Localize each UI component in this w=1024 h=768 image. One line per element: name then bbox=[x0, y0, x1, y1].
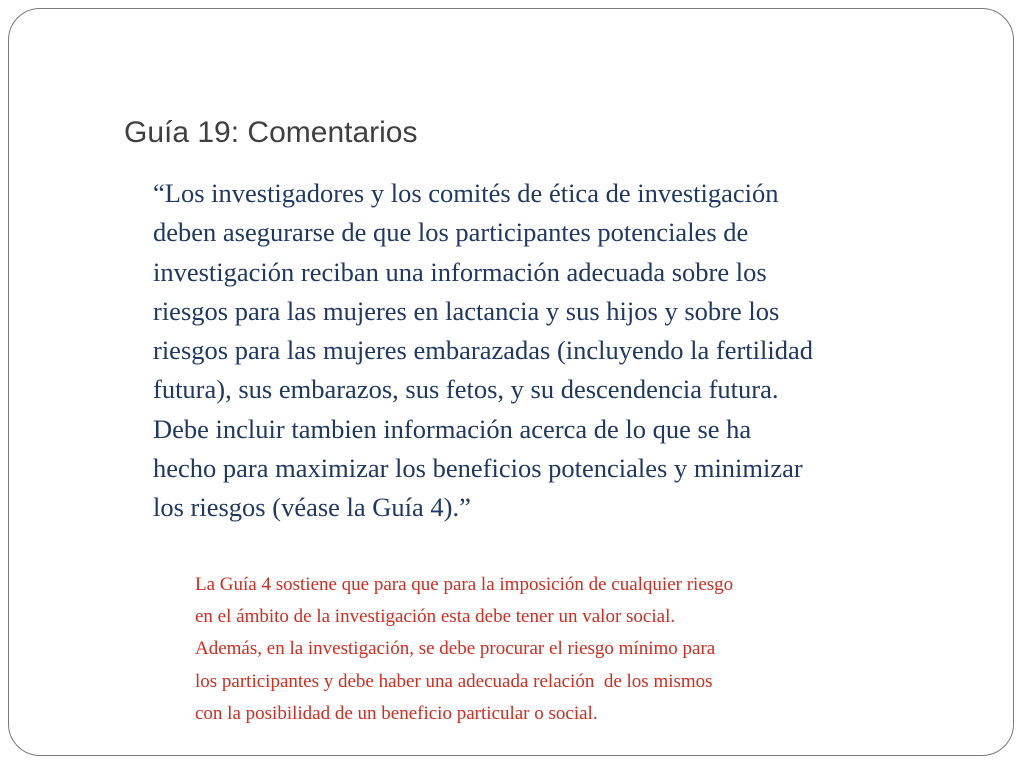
quote-line: deben asegurarse de que los participantes potenciales de bbox=[153, 217, 749, 248]
slide-frame bbox=[8, 8, 1014, 756]
quote-line: investigación reciban una información adecuada sobre los bbox=[153, 256, 767, 287]
slide-title: Guía 19: Comentarios bbox=[124, 116, 418, 149]
note-line: La Guía 4 sostiene que para que para la imposición de cualquier riesgo bbox=[195, 574, 734, 595]
quote-line: hecho para maximizar los beneficios potenciales y minimizar bbox=[153, 453, 803, 484]
quote-line: riesgos para las mujeres embarazadas (incluyendo la fertilidad bbox=[153, 335, 814, 366]
note-line: los participantes y debe haber una adecuada relación de los mismos bbox=[195, 670, 713, 692]
quote-line: riesgos para las mujeres en lactancia y sus hijos y sobre los bbox=[153, 295, 780, 326]
quote-line: “Los investigadores y los comités de ética de investigación bbox=[153, 178, 779, 208]
note-line: en el ámbito de la investigación esta debe tener un valor social. bbox=[195, 606, 676, 628]
explanatory-note bbox=[195, 569, 895, 730]
guideline-quote bbox=[153, 174, 983, 528]
quote-line: futura), sus embarazos, sus fetos, y su descendencia futura. bbox=[153, 374, 779, 405]
note-line: con la posibilidad de un beneficio particular o social. bbox=[195, 702, 598, 724]
note-line: Además, en la investigación, se debe procurar el riesgo mínimo para bbox=[195, 638, 716, 660]
quote-line: Debe incluir tambien información acerca de lo que se ha bbox=[153, 413, 752, 444]
quote-line: los riesgos (véase la Guía 4).” bbox=[153, 492, 471, 523]
